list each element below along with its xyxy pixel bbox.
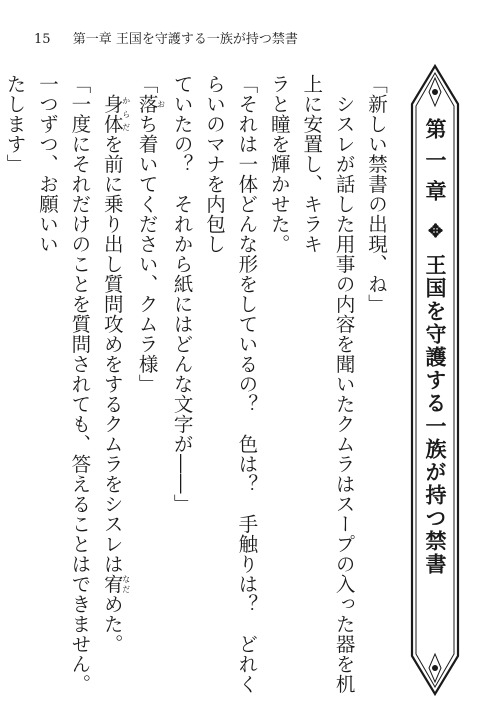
body-line: シスレが話した用事の内容を聞いたクムラはスープの入った器を机上に安置し、キラキ [300, 74, 356, 694]
body-line: ラと瞳を輝かせた。 [267, 74, 291, 254]
page-number: 15 [34, 32, 51, 47]
banner-chapter: 第一章 [423, 118, 448, 211]
body-line: 「新しい禁書の出現、ね」 [365, 74, 388, 314]
body-line: 「落おち着いてください、クムラ様」 [135, 74, 166, 394]
body-line: 「それは一体どんな形をしているの？ 色は？ 手触りは？ どれくらいのマナを内包し [202, 74, 259, 694]
body-line: ていたの？ それから紙にはどんな文字が――」 [170, 74, 194, 514]
body-text [3, 74, 392, 694]
body-line: 「一度にそれだけのことを質問されても、答えることはできません。一つずつ、お願いい [35, 74, 92, 694]
ornament-icon: ✥ [425, 221, 446, 244]
header-chapter: 第一章 [72, 32, 112, 47]
body-line: 身体からだを前に乗り出し質問攻めをするクムラをシスレは宥なだめた。 [100, 94, 131, 654]
body-line: たします」 [3, 74, 27, 174]
ruby-annotation: 身体からだ [100, 94, 131, 134]
banner-text [417, 118, 453, 678]
running-header [34, 30, 460, 50]
header-chapter-title: 王国を守護する一族が持つ禁書 [115, 32, 298, 47]
chapter-banner [409, 64, 461, 696]
banner-title: 王国を守護する一族が持つ禁書 [423, 254, 448, 576]
ruby-annotation: 落お [135, 94, 166, 114]
ruby-annotation: 宥なだ [100, 574, 131, 594]
